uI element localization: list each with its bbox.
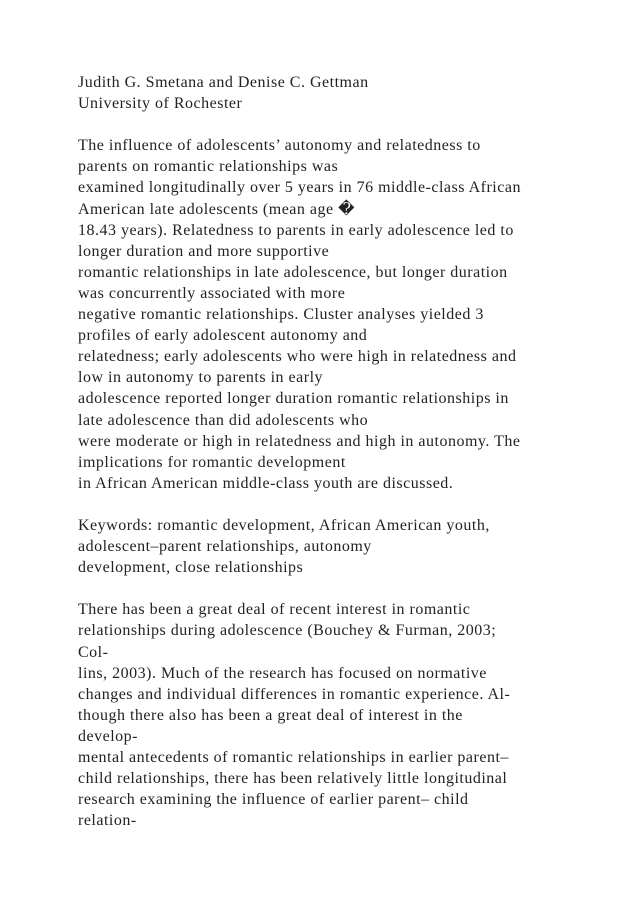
body-line: child relationships, there has been relatively little longitudinal bbox=[78, 770, 508, 788]
abstract-line: romantic relationships in late adolescence, but longer duration bbox=[78, 263, 508, 281]
authors-line: Judith G. Smetana and Denise C. Gettman bbox=[78, 74, 369, 91]
abstract-line: low in autonomy to parents in early bbox=[78, 369, 324, 387]
abstract-line: examined longitudinally over 5 years in 76 middle-class African bbox=[78, 179, 521, 197]
abstract-paragraph bbox=[78, 135, 628, 494]
body-line: develop- bbox=[78, 727, 138, 745]
body-line: relation- bbox=[78, 812, 137, 830]
body-line: changes and individual differences in romantic experience. Al- bbox=[78, 685, 511, 703]
body-line: mental antecedents of romantic relationships in earlier parent– bbox=[78, 749, 509, 766]
abstract-line: profiles of early adolescent autonomy and bbox=[78, 327, 368, 345]
document-page bbox=[78, 72, 628, 831]
abstract-line: parents on romantic relationships was bbox=[78, 158, 339, 176]
keywords-line: adolescent–parent relationships, autonomy bbox=[78, 538, 372, 556]
body-line: There has been a great deal of recent interest in romantic bbox=[78, 601, 471, 619]
body-line: lins, 2003). Much of the research has focused on normative bbox=[78, 664, 487, 682]
abstract-line: implications for romantic development bbox=[78, 453, 346, 471]
abstract-line: The influence of adolescents’ autonomy and relatedness to bbox=[78, 137, 481, 155]
spacer bbox=[78, 578, 628, 599]
body-line: Col- bbox=[78, 643, 109, 661]
body-line: research examining the influence of earlier parent– child bbox=[78, 791, 469, 809]
abstract-line: was concurrently associated with more bbox=[78, 284, 346, 302]
body-line: relationships during adolescence (Bouchey & Furman, 2003; bbox=[78, 622, 497, 640]
abstract-line: negative romantic relationships. Cluster analyses yielded 3 bbox=[78, 306, 484, 324]
author-block bbox=[78, 72, 628, 114]
keywords-line: Keywords: romantic development, African American youth, bbox=[78, 516, 490, 534]
keywords-paragraph bbox=[78, 515, 628, 578]
abstract-line: late adolescence than did adolescents who bbox=[78, 411, 369, 429]
abstract-line: relatedness; early adolescents who were high in relatedness and bbox=[78, 348, 517, 366]
spacer bbox=[78, 114, 628, 135]
abstract-line: longer duration and more supportive bbox=[78, 242, 330, 260]
abstract-line: 18.43 years). Relatedness to parents in early adolescence led to bbox=[78, 221, 514, 239]
affiliation-line: University of Rochester bbox=[78, 95, 243, 113]
keywords-line: development, close relationships bbox=[78, 559, 304, 577]
abstract-line: adolescence reported longer duration romantic relationships in bbox=[78, 390, 509, 408]
abstract-line: American late adolescents (mean age � bbox=[78, 200, 356, 218]
abstract-line: in African American middle-class youth are discussed. bbox=[78, 474, 454, 492]
spacer bbox=[78, 494, 628, 515]
abstract-line: were moderate or high in relatedness and high in autonomy. The bbox=[78, 432, 521, 450]
body-paragraph bbox=[78, 599, 628, 831]
body-line: though there also has been a great deal of interest in the bbox=[78, 706, 463, 724]
